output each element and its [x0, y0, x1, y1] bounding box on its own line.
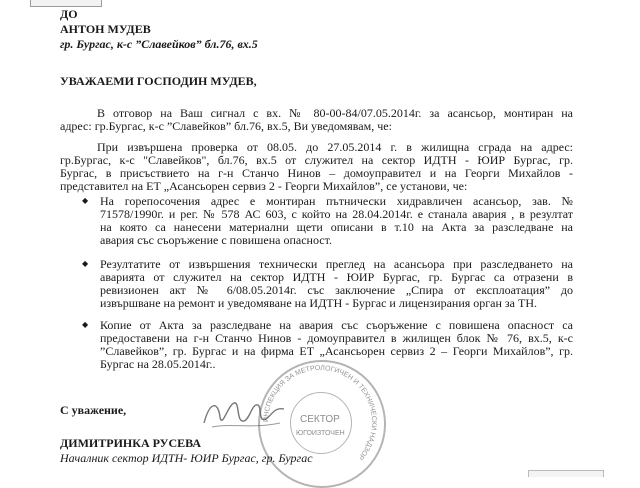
bullet-2-line: аварията от служител на сектор ИДТН - ЮИР Бургас, гр. Бургас са отразени в: [100, 271, 573, 284]
check-line: представител на ЕТ „Асансьорен сервиз 2 - Георги Михайлов”, се установи, че:: [60, 179, 468, 193]
signatory-name: ДИМИТРИНКА РУСЕВА: [60, 436, 202, 450]
bullet-1-line: 71578/1990г. и рег. № 578 АС 603, с който на 28.04.2014г. е станала авария , в резултат: [100, 208, 573, 221]
bullet-3-line: предоставени на г-н Станчо Нинов - домоуправител в жилищен блок № 76, вх.5, к-с: [100, 332, 573, 345]
bullet-2-line: ревизионен акт № 6/08.05.2014г. със заключение „Спира от експлоатация” до: [100, 284, 573, 297]
handwritten-signature: [200, 393, 290, 437]
stamp-center-top: СЕКТОР: [300, 414, 340, 425]
signatory-title: Началник сектор ИДТН- ЮИР Бургас, гр. Бургас: [60, 451, 313, 465]
intro-line: адрес: гр.Бургас, к-с ”Славейков” бл.76, вх.5, Ви уведомявам, че:: [60, 119, 392, 133]
recipient-to: ДО: [60, 7, 78, 21]
salutation: УВАЖАЕМИ ГОСПОДИН МУДЕВ,: [60, 74, 257, 88]
bullet-marker: ◆: [82, 320, 89, 329]
intro-line: В отговор на Ваш сигнал с вх. № 80-00-84/07.05.2014г. за асансьор, монтиран на: [97, 107, 573, 120]
bullet-1-line: авария със съоръжение с повишена опасност.: [100, 233, 332, 247]
bullet-3-line: ”Славейков”, гр. Бургас и на фирма ЕТ „Асансьорен сервиз 2 – Георги Михайлов”, гр.: [100, 345, 573, 358]
bullet-3-line: Бургас на 28.05.2014г..: [100, 357, 216, 371]
bullet-2-line: Резултатите от извършения технически преглед на асансьора при разследването на: [100, 258, 573, 271]
closing: С уважение,: [60, 403, 127, 417]
bullet-3-line: Копие от Акта за разследване на авария със съоръжение с повишена опасност са: [100, 319, 573, 332]
check-line: Бургас, в присъствието на г-н Станчо Нинов – домоуправител и на Георги Михайлов -: [60, 167, 573, 180]
bullet-marker: ◆: [82, 259, 89, 268]
stamp-ring-textpath: ИНСПЕКЦИЯ ЗА МЕТРОЛОГИЧЕН И ТЕХНИЧЕСКИ НАДЗОР: [262, 364, 378, 461]
bullet-marker: ◆: [82, 196, 89, 205]
bullet-2-line: извършване на ремонт и уведомяване на ИДТН - Бургас и лицензирания орган за ТН.: [100, 296, 537, 310]
scan-artifact-top: [30, 0, 102, 7]
recipient-name: АНТОН МУДЕВ: [60, 22, 151, 36]
check-line: гр.Бургас, к-с "Славейков", бл.76, вх.5 от служител на сектор ИДТН - ЮИР Бургас, гр.: [60, 154, 573, 167]
bullet-1-line: на която са нанесени материални щети описани в т.10 на Акта за разследване на: [100, 221, 573, 234]
recipient-address: гр. Бургас, к-с ”Славейков” бл.76, вх.5: [60, 37, 258, 51]
scan-artifact-bottom: [528, 470, 604, 477]
stamp-center-bottom: ЮГОИЗТОЧЕН: [296, 430, 345, 437]
check-line: При извършена проверка от 08.05. до 27.05.2014 г. в жилищна сграда на адрес:: [97, 141, 573, 154]
bullet-1-line: На горепосочения адрес е монтиран пътнически хидравличен асансьор, зав. №: [100, 195, 573, 208]
